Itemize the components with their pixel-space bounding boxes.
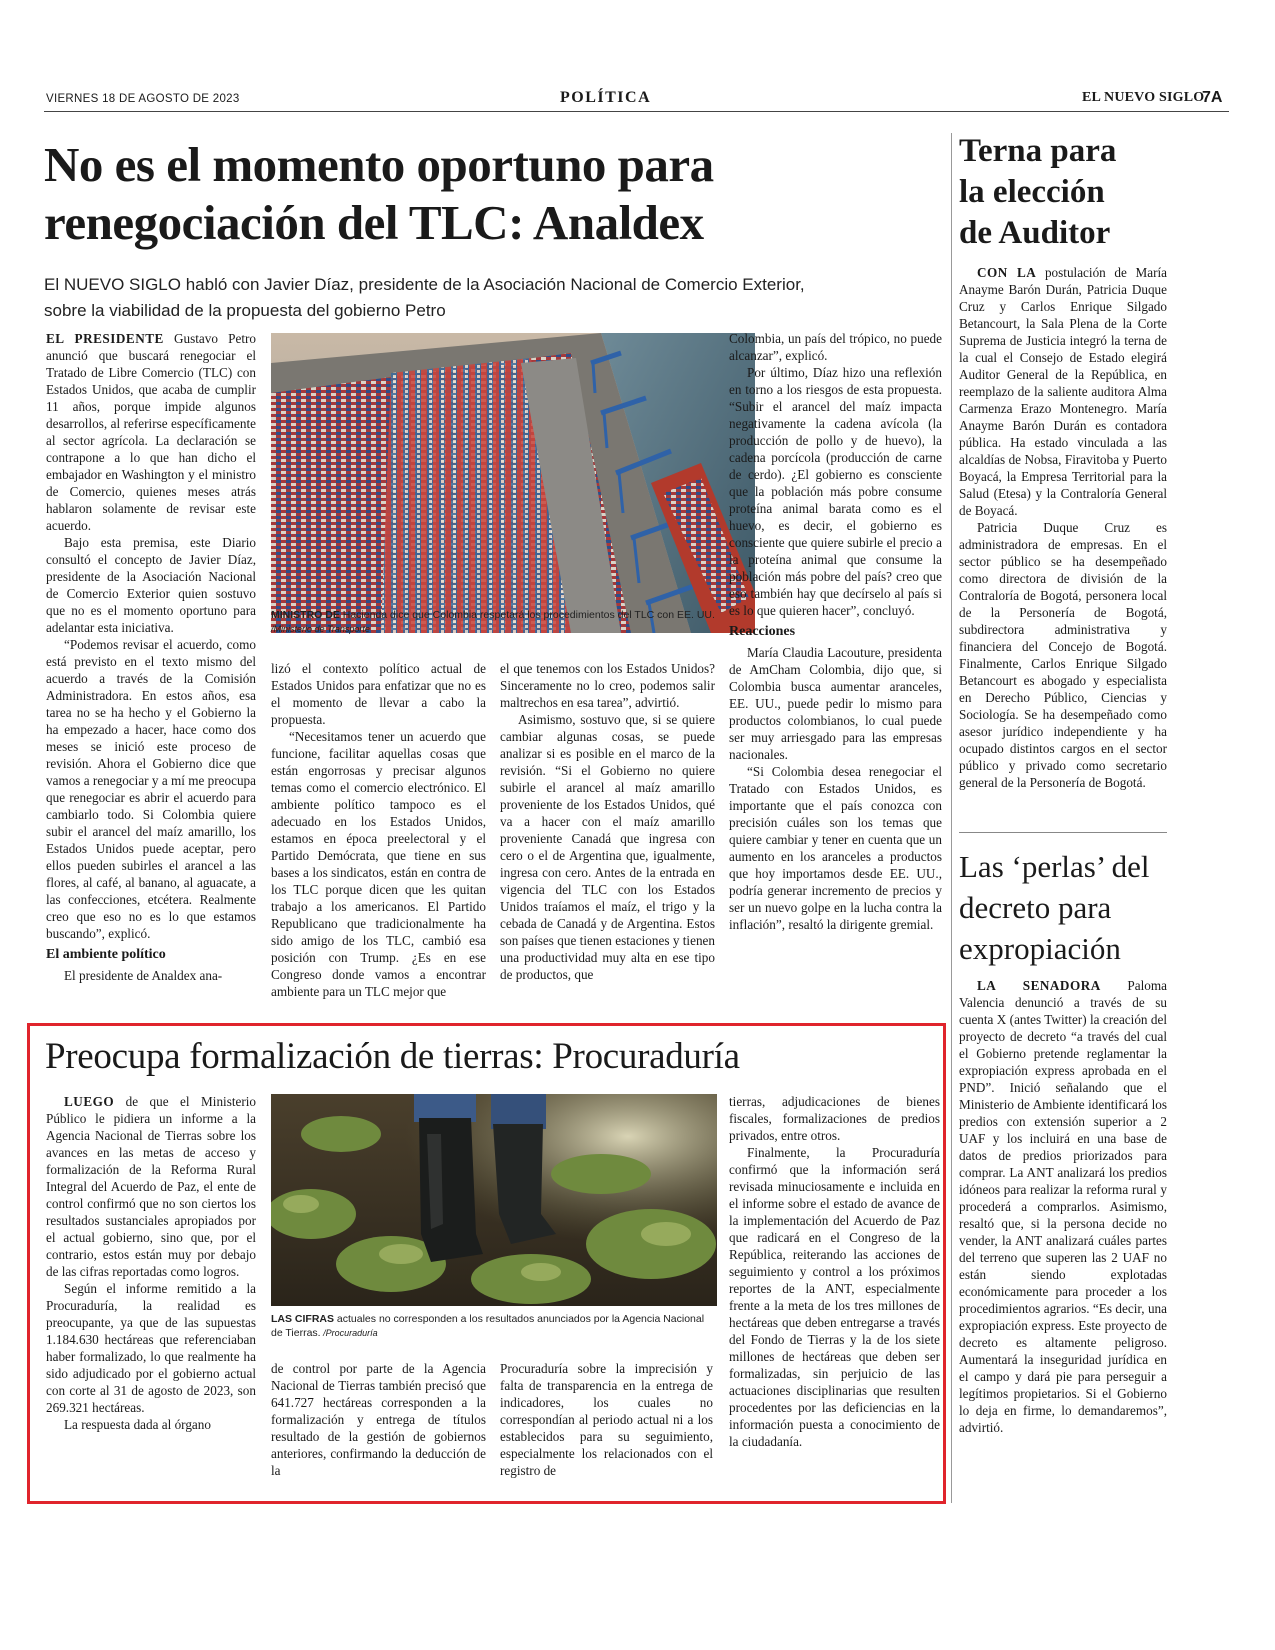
section-name: POLÍTICA bbox=[560, 89, 652, 106]
perlas-headline-line-3: expropiación bbox=[959, 931, 1121, 966]
paragraph: “Necesitamos tener un acuerdo que funcione, facilitar aquellas cosas que están engorrosas y precisar algunos temas como el comercio electrónico. El ambiente político tampoco es el adecuado en los Estados Unidos, estamos en época preelectoral y el Partido Demócrata, que tiene en sus bases a los sindicatos, están en contra de los TLC porque dicen que les quitan trabajo a los americanos. El Partido Republicano que tradicionalmente ha sido amigo de los TLC, cambió esa posición con Trump. ¿Es en ese Congreso donde vamos a encontrar ambiente para un TLC mejor que bbox=[271, 729, 486, 999]
paragraph: María Claudia Lacouture, presidenta de AmCham Colombia, dijo que, si Colombia busca aumentar aranceles, EE. UU., puede pedir lo mismo para productos colombianos, lo cual puede ser muy arriesgado para las empresas nacionales. bbox=[729, 645, 942, 762]
paragraph: “Podemos revisar el acuerdo, como está previsto en el texto mismo del acuerdo a través de la Comisión Administradora. En estos años, esa tarea no se ha hecho y el Gobierno la ha empezado a hacer, hace como dos meses se inició este proceso de revisión. Ahora el Gobierno dice que vamos a renegociar y a mí me preocupa que renegociar es abrir el acuerdo para cambiarlo todo. Si Colombia quiere subir el arancel del maíz amarillo, los Estados Unidos puede aceptar, pero ellos pueden subirles el arancel a las flores, al café, al banano, al aguacate, a las confecciones, etcétera. Realmente creo que eso no es lo que estamos buscando”, explicó. bbox=[46, 637, 256, 941]
caption-text: Hacienda dice que Colombia respetará los procedimientos del TLC con EE. UU. bbox=[339, 609, 715, 621]
terna-headline-line-2: la elección bbox=[959, 174, 1105, 210]
main-headline-line-1: No es el momento oportuno para bbox=[44, 137, 714, 192]
subhead: Reacciones bbox=[729, 624, 796, 639]
port-image bbox=[271, 333, 755, 633]
paragraph: postulación de María Anayme Barón Durán, Patricia Duque Cruz y Carlos Enrique Silgado Betancourt, la Sala Plena de la Corte Suprema de Justicia integró la terna de la cual el Consejo de Estado elegirá Auditor General de la República, en reemplazo de la saliente auditora Alma Carmenza Erazo Montenegro. María Anayme Barón Durán es contadora pública. Ha estado vinculada a las alcaldías de Nobsa, Firavitoba y Puerto Boyacá, la Empresa Territorial para la Salud (Etesa) y la Contraloría General de Boyacá. bbox=[959, 265, 1168, 518]
box-col-4 bbox=[729, 1093, 940, 1450]
port-photo-caption bbox=[271, 608, 755, 636]
perlas-body bbox=[959, 977, 1167, 1436]
field-photo-caption bbox=[271, 1312, 717, 1340]
paragraph: Bajo esta premisa, este Diario consultó el concepto de Javier Díaz, presidente de la Asociación Nacional de Comercio Exterior quien sostuvo que no es el momento oportuno para adelantar esta iniciativa. bbox=[46, 535, 256, 635]
newspaper-brand bbox=[1082, 90, 1204, 106]
photo-credit: /Ministerio de Transporte bbox=[271, 624, 370, 634]
paragraph: el que tenemos con los Estados Unidos? Sinceramente no lo creo, podemos salir maltrechos en esa tarea”, advirtió. bbox=[500, 661, 715, 710]
lead-in: LUEGO bbox=[64, 1094, 115, 1109]
sidebar-section-rule bbox=[959, 832, 1167, 833]
header-rule bbox=[44, 111, 1229, 112]
main-col-2 bbox=[271, 660, 486, 1000]
terna-headline bbox=[959, 131, 1189, 254]
box-col-2 bbox=[271, 1360, 486, 1479]
lead-in: CON LA bbox=[977, 265, 1037, 280]
box-col-3 bbox=[500, 1360, 713, 1479]
paragraph: tierras, adjudicaciones de bienes fiscales, formalizaciones de predios privados, entre otros. bbox=[729, 1094, 940, 1143]
main-headline-line-2: renegociación del TLC: Analdex bbox=[44, 195, 704, 250]
page-number: 7A bbox=[1202, 89, 1223, 106]
paragraph: Procuraduría sobre la imprecisión y falta de transparencia en la entrega de indicadores, los cuales no correspondían al periodo actual ni a los establecidos para su seguimiento, especialmente los relacionados con el registro de bbox=[500, 1361, 713, 1478]
paragraph: “Si Colombia desea renegociar el Tratado con Estados Unidos, es importante que el país conozca con precisión cuáles son los temas que quiere cambiar y tener en cuenta que un aumento en los aranceles a productos que hoy importamos desde EE. UU., podría generar incremento de precios y ser un nuevo golpe en la lucha contra la inflación”, resaltó la dirigente gremial. bbox=[729, 764, 942, 932]
field-photo bbox=[271, 1094, 717, 1306]
perlas-headline-line-1: Las ‘perlas’ del bbox=[959, 849, 1150, 884]
paragraph: El presidente de Analdex ana- bbox=[64, 968, 223, 983]
paragraph: de control por parte de la Agencia Nacional de Tierras también precisó que 641.727 hectáreas corresponden a la formalización y entrega de títulos resultado de la gestión de gobiernos anteriores, confirmando la deducción de la bbox=[271, 1361, 486, 1478]
paragraph: Según el informe remitido a la Procuraduría, la realidad es preocupante, ya que de las supuestas 1.184.630 hectáreas que referenciaban haber formalizado, lo que realmente ha sido adjudicado por el gobierno actual con corte al 31 de agosto de 2023, son 269.321 hectáreas. bbox=[46, 1281, 256, 1415]
box-headline: Preocupa formalización de tierras: Procuraduría bbox=[45, 1036, 740, 1077]
paragraph: La respuesta dada al órgano bbox=[64, 1417, 211, 1432]
issue-date: VIERNES 18 DE AGOSTO DE 2023 bbox=[46, 93, 240, 105]
main-col-1 bbox=[46, 330, 256, 984]
field-image bbox=[271, 1094, 717, 1306]
main-deck bbox=[44, 272, 984, 324]
caption-lead: LAS CIFRAS bbox=[271, 1313, 334, 1325]
perlas-headline bbox=[959, 846, 1189, 969]
subhead: El ambiente político bbox=[46, 947, 166, 962]
main-col-4 bbox=[729, 330, 942, 933]
terna-headline-line-3: de Auditor bbox=[959, 215, 1111, 251]
sidebar-divider bbox=[951, 133, 952, 1503]
lead-in: EL PRESIDENTE bbox=[46, 331, 164, 346]
perlas-headline-line-2: decreto para bbox=[959, 890, 1112, 925]
paragraph: lizó el contexto político actual de Estados Unidos para enfatizar que no es el momento de llevar a cabo la propuesta. bbox=[271, 661, 486, 727]
paragraph: Colombia, un país del trópico, no puede alcanzar”, explicó. bbox=[729, 331, 942, 363]
paragraph: de que el Ministerio Público le pidiera un informe a la Agencia Nacional de Tierras sobre los avances en las metas de acceso y formalización de la Reforma Rural Integral del Acuerdo de Paz, el ente de control confirmó que no son ciertos los resultados sustanciales apropiados por el actual gobierno, sino que, por el contrario, estos están muy por debajo de las cifras reportadas como logros. bbox=[46, 1094, 256, 1279]
terna-body bbox=[959, 264, 1167, 791]
paragraph: Por último, Díaz hizo una reflexión en torno a los riesgos de esta propuesta. “Subir el arancel del maíz impacta negativamente la cadena avícola (la producción de pollo y de huevo), la cadena porcícola (producción de carne de cerdo). ¿El gobierno es consciente que la población más pobre consume proteína animal barata como es el huevo, es decir, el gobierno es consciente que quiere subirle el precio a la proteína animal que consume la población más pobre del país? creo que eso también hay que decírselo al país si es lo que quieren hacer”, concluyó. bbox=[729, 365, 942, 618]
paragraph: Finalmente, la Procuraduría confirmó que la información será revisada minuciosamente e incluida en el informe sobre el estado de avance de la implementación del Acuerdo de Paz que radicará en el Congreso de la República, reiterando las acciones de seguimiento y control a los próximos reportes de la ANT, especialmente frente a la meta de los tres millones de hectáreas que deben entregarse a través del Fondo de Tierras y la de los siete millones de hectáreas que deben ser formalizadas, sin perjuicio de las actuaciones disciplinarias que resulten procedentes por las deficiencias en la información puesta a conocimiento de la ciudadanía. bbox=[729, 1145, 940, 1449]
paragraph: Patricia Duque Cruz es administradora de empresas. En el sector público se ha desempeñado como directora de división de la Contraloría de Bogotá, personera local de la Personería de Bogotá, subdirectora administrativa y financiera del Concejo de Bogotá. Finalmente, Carlos Enrique Silgado Betancourt es abogado y especialista en Derecho Público, Ciencias y Sociología. Se ha desempeñado como asesor jurídico independiente y ha ocupado distintos cargos en el sector público y privado como secretario general de la Personería de Bogotá. bbox=[959, 520, 1167, 790]
caption-lead: MINISTRO DE bbox=[271, 609, 340, 621]
main-deck-line-2: sobre la viabilidad de la propuesta del gobierno Petro bbox=[44, 301, 446, 320]
paragraph: Asimismo, sostuvo que, si se quiere cambiar algunas cosas, se puede analizar si es posible en el marco de la revisión. “Si el Gobierno no quiere subirle el arancel al maíz amarillo proveniente de los Estados Unidos, qué va a hacer con el maíz amarillo proveniente Canadá que ingresa con cero o el de Argentina que, igualmente, ingresa con cero. Antes de la entrada en vigencia del TLC con los Estados Unidos traíamos el maíz, el trigo y la cebada de Canadá y de Argentina. Estos son países que tienen estaciones y tienen una productividad muy alta en ese tipo de productos, que bbox=[500, 712, 715, 982]
port-photo bbox=[271, 333, 755, 633]
photo-credit: /Procuraduría bbox=[320, 1328, 378, 1338]
caption-text: actuales no corresponden a los resultados anunciados por la Agencia Nacional de Tierras. bbox=[271, 1313, 705, 1339]
paragraph: Gustavo Petro anunció que buscará renegociar el Tratado de Libre Comercio (TLC) con Estados Unidos, que acaba de cumplir 11 años, porque impide algunos desarrollos, al referirse específicamente al sector agrícola. La declaración se contrapone a lo que han dicho el embajador en Washington y el ministro de Comercio, quienes meses atrás hablaron solamente de revisar este acuerdo. bbox=[46, 331, 256, 533]
brand-text: EL NUEVO SIGLO bbox=[1082, 90, 1205, 105]
main-headline bbox=[44, 136, 944, 252]
box-col-1 bbox=[46, 1093, 256, 1433]
main-col-3 bbox=[500, 660, 715, 983]
main-deck-line-1: El NUEVO SIGLO habló con Javier Díaz, presidente de la Asociación Nacional de Comercio Exterior, bbox=[44, 275, 805, 294]
terna-headline-line-1: Terna para bbox=[959, 133, 1117, 169]
lead-in: LA SENADORA bbox=[977, 978, 1101, 993]
paragraph: Paloma Valencia denunció a través de su cuenta X (antes Twitter) la creación del proyecto de decreto “a través del cual el Gobierno pretende reglamentar la expropiación express aprobada en el PND”. Inició señalando que el Ministerio de Ambiente identificará los predios con extensión superior a 2 UAF y los incluirá en una base de datos de predios priorizados para comprar. La ANT analizará los predios idóneos para realizar la reforma rural y procederá a comprarlos. Asimismo, resaltó que, si la persona decide no vender, la ANT analizará cuáles partes del terreno que superen las 2 UAF no están siendo explotadas económicamente para proceder a los procedimientos agrarios. “Es decir, una expropiación express. Este proyecto de decreto es altamente peligroso. Aumentará la inseguridad jurídica en el campo y dará pie para perseguir a legítimos propietarios. Si el Gobierno lo deja en firme, lo demandaremos”, advirtió. bbox=[959, 978, 1167, 1435]
